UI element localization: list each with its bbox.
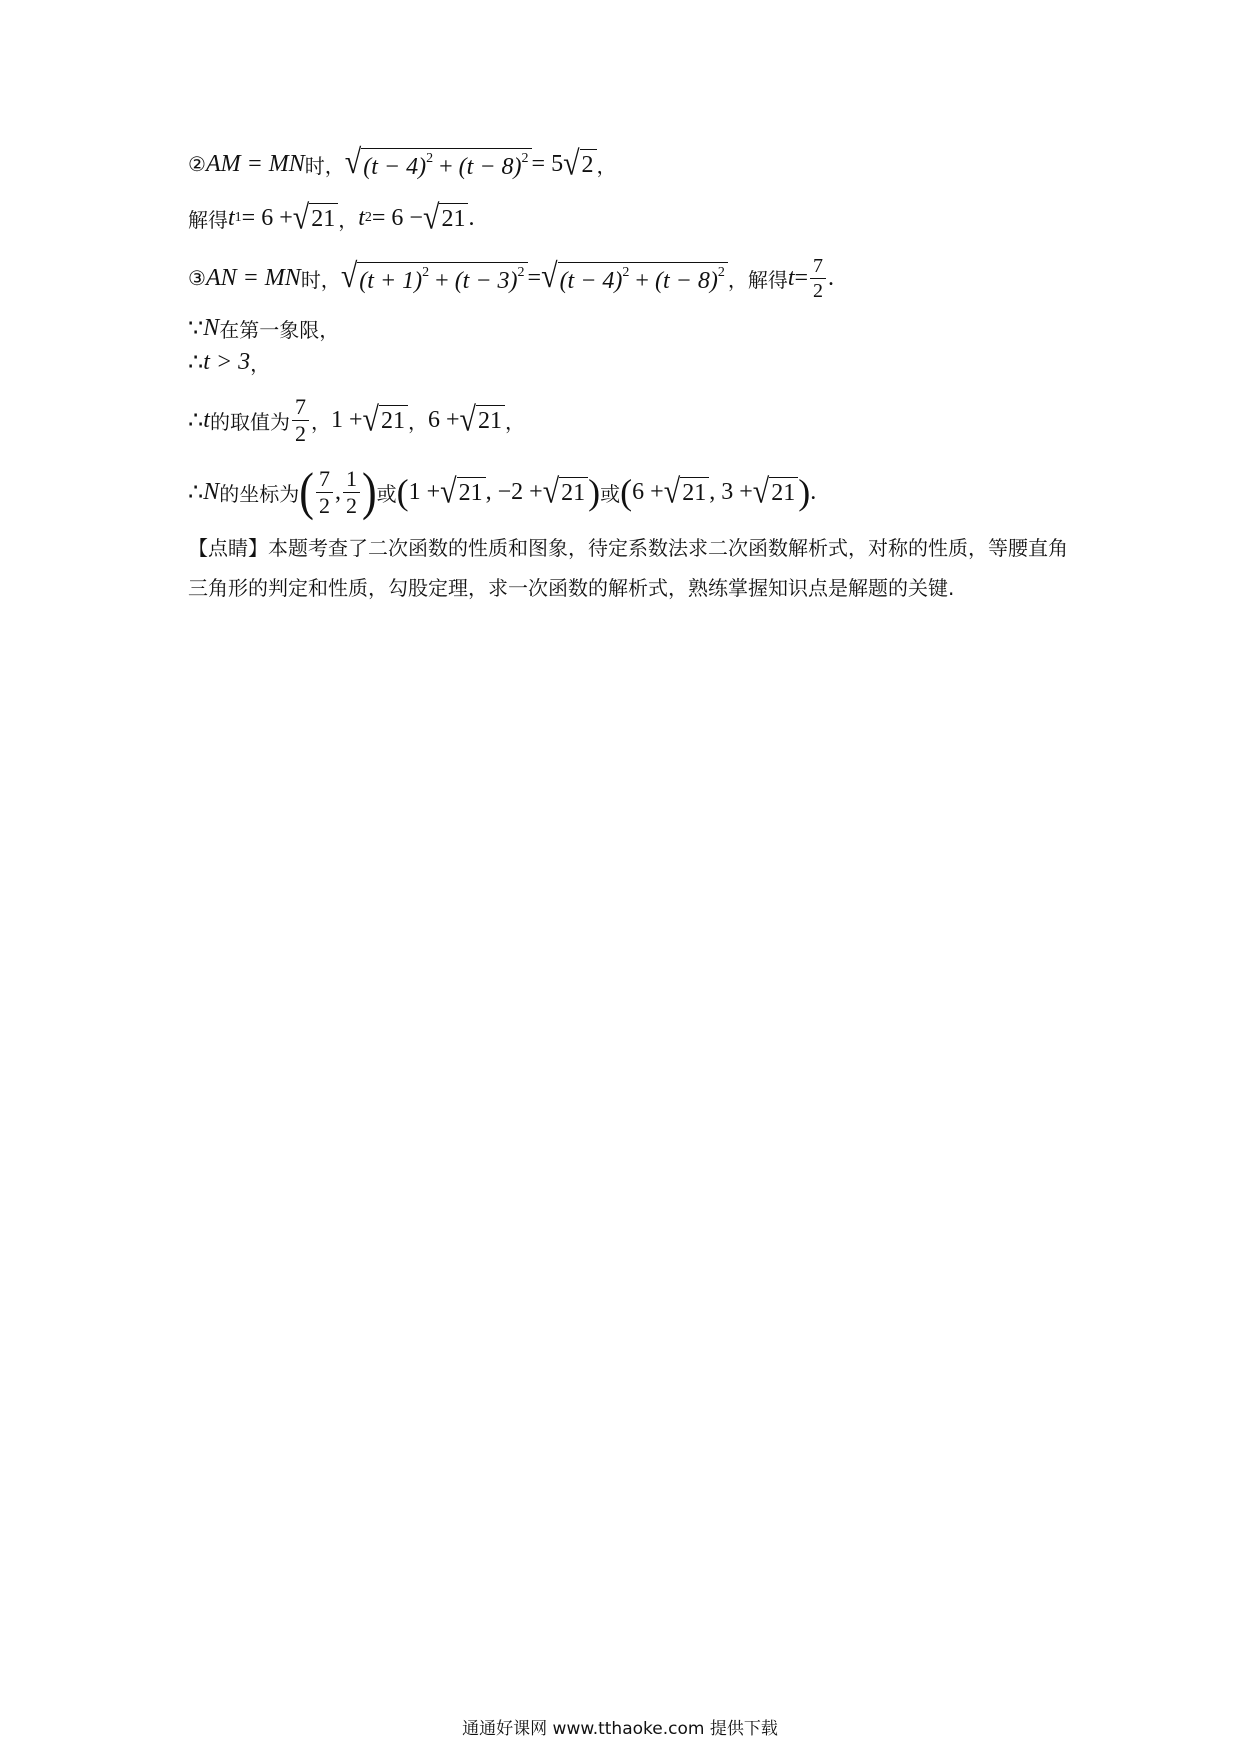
value-prefix: 1 + <box>330 406 363 433</box>
sqrt-21 <box>292 198 338 237</box>
solution-line-quadrant <box>188 310 339 346</box>
exponent: 2 <box>426 150 434 166</box>
solve-label: 解得 <box>188 207 228 232</box>
radicand: 21 <box>457 477 486 507</box>
exponent: 2 <box>622 264 630 280</box>
term-t-minus-8: (t − 8) <box>654 267 718 294</box>
sqrt-21 <box>459 400 505 439</box>
radicand: 21 <box>769 477 798 507</box>
sqrt-expression-left <box>340 256 528 295</box>
separator: ， <box>338 207 359 232</box>
term-t-minus-3: (t − 3) <box>454 267 518 294</box>
radical-sign-icon: √ <box>541 256 558 295</box>
when-label: 时， <box>304 153 345 178</box>
sqrt-21 <box>440 472 485 511</box>
radical-sign-icon: √ <box>752 472 770 511</box>
period: . <box>810 478 817 505</box>
numerator: 7 <box>292 396 309 421</box>
radicand: 21 <box>439 203 468 233</box>
radical-sign-icon: √ <box>563 144 580 183</box>
exponent: 2 <box>717 264 725 280</box>
solution-line-case-3 <box>188 250 834 306</box>
radicand: 21 <box>559 477 588 507</box>
exponent: 2 <box>422 264 430 280</box>
key-point-paragraph: 【点睛】本题考查了二次函数的性质和图象，待定系数法求二次函数解析式，对称的性质，等腰直角三角形的判定和性质，勾股定理，求一次函数的解析式，熟练掌握知识点是解题的关键. <box>188 536 1068 600</box>
when-label: 时， <box>300 267 341 292</box>
or-label: 或 <box>376 481 397 506</box>
value-prefix: , 3 + <box>709 478 753 505</box>
radical-sign-icon: √ <box>663 472 681 511</box>
therefore-symbol: ∴ <box>188 479 204 506</box>
value-prefix: = 6 + <box>241 204 293 231</box>
period: . <box>468 204 475 231</box>
left-paren: ( <box>620 472 633 512</box>
equals-sign: = <box>794 264 809 291</box>
inequality: t > 3 <box>203 348 251 375</box>
radical-sign-icon: √ <box>459 400 476 439</box>
sqrt-two <box>563 144 596 183</box>
value-prefix: 6 + <box>427 406 460 433</box>
radicand: 2 <box>580 149 597 179</box>
sqrt-21 <box>663 472 709 511</box>
sqrt-21 <box>752 472 798 511</box>
coordinates-label: 的坐标为 <box>219 481 300 506</box>
subscript: 1 <box>234 210 242 225</box>
variable-t: t <box>203 406 210 433</box>
denominator: 2 <box>294 420 306 446</box>
solution-line-coordinates <box>188 458 816 526</box>
numerator: 7 <box>316 468 333 493</box>
or-label: 或 <box>600 481 621 506</box>
solution-line-case-2 <box>188 140 617 188</box>
sqrt-expression <box>344 142 532 181</box>
radicand <box>558 262 728 295</box>
exponent: 2 <box>517 264 525 280</box>
denominator: 2 <box>813 279 824 302</box>
left-paren: ( <box>396 472 409 512</box>
solution-line-t-gt-3 <box>188 344 270 380</box>
solution-line-t-values <box>188 392 525 448</box>
point-n: N <box>203 314 220 341</box>
numerator: 1 <box>343 468 360 493</box>
separator: ， <box>310 409 331 434</box>
fraction-seven-halves <box>316 465 333 518</box>
therefore-symbol: ∴ <box>188 349 204 376</box>
point-n: N <box>203 478 220 505</box>
right-paren: ) <box>361 462 377 521</box>
quadrant-text: 在第一象限， <box>219 317 340 342</box>
radical-sign-icon: √ <box>362 400 379 439</box>
denominator: 2 <box>345 492 357 518</box>
term-t-minus-8: (t − 8) <box>458 153 522 180</box>
solution-line-roots <box>188 196 474 240</box>
subscript: 2 <box>364 210 372 225</box>
plus-sign: + <box>635 267 655 294</box>
exponent: 2 <box>521 150 529 166</box>
radical-sign-icon: √ <box>422 198 440 237</box>
circled-three-marker: ③ <box>188 266 206 290</box>
sqrt-21 <box>422 198 468 237</box>
fraction-seven-halves <box>810 256 826 301</box>
radicand: $(t - 4)^2 + (t - 8)^2$ <box>361 148 531 181</box>
therefore-symbol: ∴ <box>188 407 204 434</box>
term-t-minus-4: (t − 4) <box>559 267 623 294</box>
variable-t: t <box>787 264 795 291</box>
value-prefix: 6 + <box>632 478 664 505</box>
variable-t1: t <box>228 204 235 231</box>
comma: ， <box>504 409 525 434</box>
sqrt-expression-right <box>541 256 728 295</box>
comma: , <box>334 478 341 505</box>
right-paren: ) <box>798 472 811 512</box>
radical-sign-icon: √ <box>542 472 560 511</box>
radical-sign-icon: √ <box>440 472 457 511</box>
value-prefix: 1 + <box>408 478 441 505</box>
radicand: 21 <box>680 477 709 507</box>
condition-am-mn: AM = MN <box>205 150 305 177</box>
variable-t2: t <box>358 204 365 231</box>
radical-sign-icon: √ <box>292 198 310 237</box>
radicand <box>357 262 527 295</box>
denominator: 2 <box>318 492 330 518</box>
condition-an-mn: AN = MN <box>205 264 301 291</box>
comma: ， <box>596 153 617 178</box>
because-symbol: ∵ <box>188 315 204 342</box>
left-paren: ( <box>299 462 314 521</box>
page-footer: 通通好课网 www.tthaoke.com 提供下载 <box>462 1719 778 1739</box>
term-t-minus-4: (t − 4) <box>363 153 427 180</box>
equals-five: = 5 <box>531 150 564 177</box>
numerator: 7 <box>810 256 826 279</box>
radical-sign-icon: √ <box>340 256 358 295</box>
radical-sign-icon: √ <box>344 142 362 181</box>
value-prefix: = 6 − <box>371 204 423 231</box>
plus-sign: + <box>435 267 455 294</box>
right-paren: ) <box>588 472 601 512</box>
circled-two-marker: ② <box>188 152 206 176</box>
term-t-plus-1: (t + 1) <box>359 267 423 294</box>
fraction-seven-halves <box>292 393 309 446</box>
separator: ， <box>407 409 428 434</box>
fraction-one-half <box>343 465 360 518</box>
radicand: 21 <box>476 405 505 435</box>
comma: ， <box>250 351 271 376</box>
sqrt-21 <box>362 400 408 439</box>
sqrt-21 <box>542 472 588 511</box>
values-label: 的取值为 <box>209 409 290 434</box>
radicand: 21 <box>309 203 338 233</box>
period: . <box>828 264 835 291</box>
radicand: 21 <box>379 405 408 435</box>
value-prefix: , −2 + <box>485 478 543 505</box>
solve-label: ，解得 <box>727 267 788 292</box>
equals-sign: = <box>527 264 542 291</box>
